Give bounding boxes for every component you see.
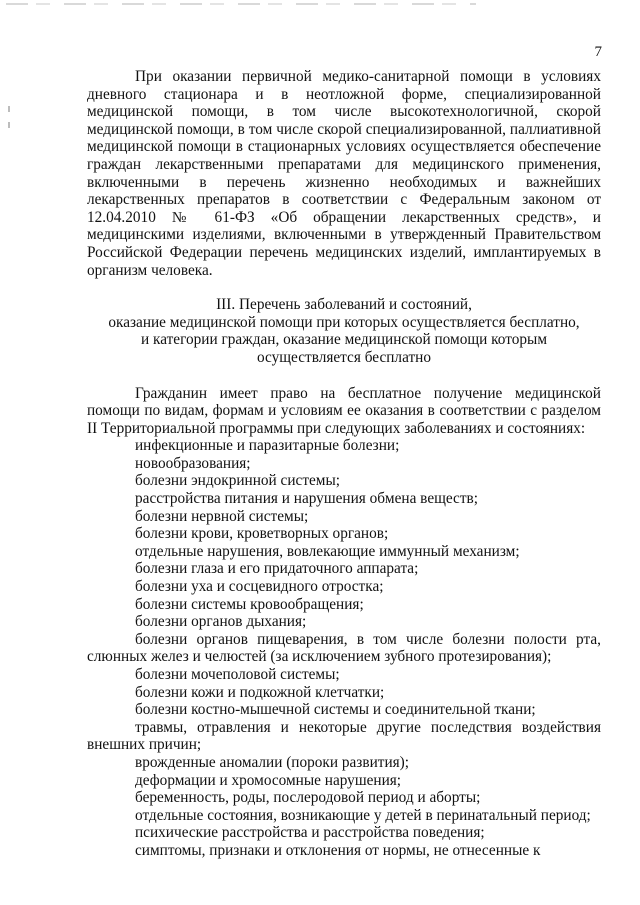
condition-item: болезни системы кровообращения; [135,595,364,613]
condition-item: болезни кожи и подкожной клетчатки; [135,683,385,701]
condition-item: болезни нервной системы; [135,507,309,525]
section-title-line: и категории граждан, оказание медицинской помощи которым [140,331,547,349]
scan-margin-mark [8,122,10,128]
condition-item: болезни глаза и его придаточного аппарата; [135,560,419,578]
condition-item: деформации и хромосомные нарушения; [135,771,402,789]
condition-item: новообразования; [135,454,251,472]
section-title-line: оказание медицинской помощи при которых осуществляется бесплатно, [108,313,580,331]
section-title-line: III. Перечень заболеваний и состояний, [216,296,472,314]
condition-item: болезни мочеполовой системы; [135,666,340,683]
section-title-line: осуществляется бесплатно [257,348,431,366]
condition-item: отдельные нарушения, вовлекающие иммунный механизм; [135,542,520,560]
scan-margin-mark [8,106,10,112]
condition-item: травмы, отравления и некоторые другие последствия воздействия внешних причин; [87,718,601,754]
conditions-list [87,437,601,859]
rights-paragraph: Гражданин имеет право на бесплатное получение медицинской помощи по видам, формам и условиям ее оказания в соответствии с разделом II Территориальной программы при следующих заболеваниях и состояниях: [87,384,601,437]
condition-item: симптомы, признаки и отклонения от нормы, не отнесенные к [135,841,541,859]
condition-item: болезни эндокринной системы; [135,472,341,490]
condition-item: врожденные аномалии (пороки развития); [135,753,410,771]
condition-item: беременность, роды, послеродовой период и аборты; [135,789,481,807]
condition-item: болезни органов пищеварения, в том числе болезни полости рта, слюнных желез и челюстей (за исключением зубного протезирования); [87,630,601,666]
condition-item: расстройства питания и нарушения обмена веществ; [135,490,478,508]
section-title [87,296,601,366]
condition-item: отдельные состояния, возникающие у детей в перинатальный период; [135,806,591,824]
intro-paragraph: При оказании первичной медико-санитарной помощи в условиях дневного стационара и в неотложной форме, специализированной медицинской помощи, в том числе высокотехнологичной, скорой медицинской помощи, в том числе скорой специализированной, паллиативной медицинской помощи в стационарных условиях осуществляется обеспечение граждан лекарственными препаратами для медицинского применения, включенными в перечень жизненно необходимых и важнейших лекарственных препаратов в соответствии с Федеральным законом от 12.04.2010 № 61-ФЗ «Об обращении лекарственных средств», и медицинскими изделиями, включенными в утвержденный Правительством Российской Федерации перечень медицинских изделий, имплантируемых в организм человека. [87,68,601,279]
scan-artifact-line [6,3,476,5]
condition-item: болезни органов дыхания; [135,613,307,631]
condition-item: болезни крови, кроветворных органов; [135,525,389,543]
condition-item: болезни костно-мышечной системы и соединительной ткани; [135,701,536,719]
condition-item: болезни уха и сосцевидного отростка; [135,578,384,596]
page-number: 7 [594,44,602,60]
condition-item: психические расстройства и расстройства поведения; [135,824,485,842]
document-body [87,68,601,860]
condition-item: инфекционные и паразитарные болезни; [135,437,400,455]
